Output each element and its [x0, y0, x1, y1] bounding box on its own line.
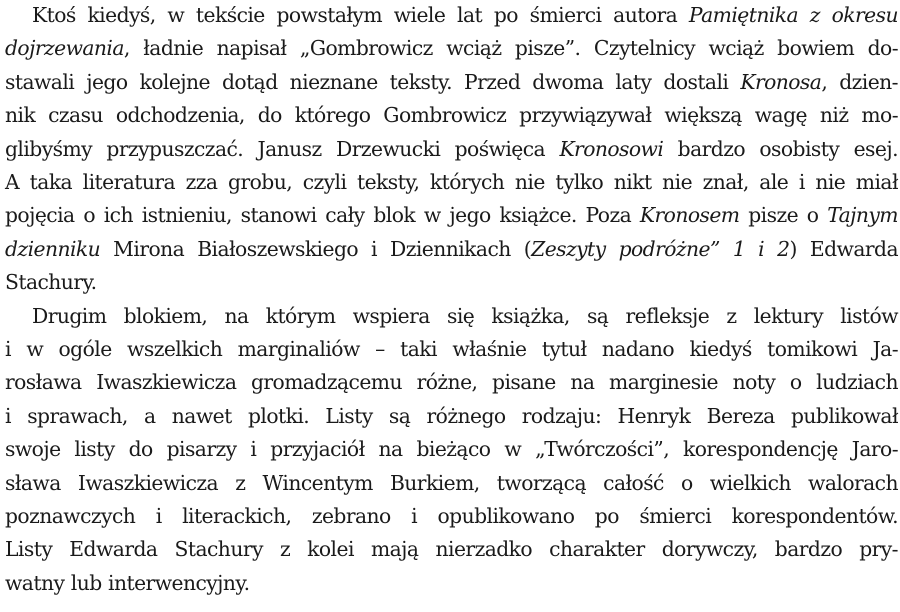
text-run: i sprawach, a nawet plotki. Listy są różnego rodzaju: Henryk Bereza publikował — [5, 403, 898, 428]
italic-text: Tajnym — [827, 203, 898, 228]
text-run: watny lub interwencyjny. — [5, 570, 250, 595]
text-run: nik czasu odchodzenia, do którego Gombrowicz przywiązywał większą wagę niż mo- — [5, 103, 898, 128]
text-run: bardzo osobisty esej. — [663, 136, 898, 161]
text-line — [5, 233, 898, 265]
text-line — [5, 66, 898, 98]
text-line — [5, 99, 898, 131]
text-line — [5, 400, 898, 432]
text-line — [5, 199, 898, 231]
text-run: poznawczych i literackich, zebrano i opublikowano po śmierci korespondentów. — [5, 504, 898, 528]
italic-text: dojrzewania — [5, 36, 124, 61]
text-run: A taka literatura zza grobu, czyli teksty, których nie tylko nikt nie znał, ale i nie miał — [5, 170, 898, 194]
text-run: swoje listy do pisarzy i przyjaciół na bieżąco w „Twórczości”, korespondencję Jaro- — [5, 437, 898, 462]
text-line — [5, 467, 898, 499]
text-run: pisze o — [739, 203, 828, 228]
text-run: rosława Iwaszkiewicza gromadzącemu różne, pisane na marginesie noty o ludziach — [5, 370, 898, 395]
text-run: , ładnie napisał „Gombrowicz wciąż pisze”. Czytelnicy wciąż bowiem do- — [123, 36, 898, 61]
text-run: pojęcia o ich istnieniu, stanowi cały blok w jego książce. Poza — [5, 203, 640, 228]
text-run: ) Edwarda — [789, 236, 898, 261]
text-run: stawali jego kolejne dotąd nieznane teksty. Przed dwoma laty dostali — [5, 69, 741, 94]
text-line — [5, 266, 97, 298]
text-run: Mirona Białoszewskiego i Dziennikach ( — [100, 236, 532, 261]
text-run: i w ogóle wszelkich marginaliów – taki właśnie tytuł nadano kiedyś tomikowi Ja- — [5, 337, 898, 361]
italic-text: Pamiętnika z okresu — [688, 3, 898, 27]
text-run: , dzien- — [821, 69, 898, 94]
text-line — [5, 567, 250, 599]
text-run: Listy Edwarda Stachury z kolei mają nierzadko charakter dorywczy, bardzo pry- — [5, 537, 898, 562]
text-line — [5, 500, 898, 532]
italic-text: dzienniku — [5, 236, 101, 261]
text-line — [32, 300, 898, 332]
text-line — [5, 32, 898, 64]
text-line — [5, 166, 898, 198]
text-line — [5, 433, 898, 465]
text-line — [5, 133, 898, 165]
italic-text: Kronosowi — [559, 136, 664, 161]
text-line — [5, 366, 898, 398]
italic-text: Kronosa — [740, 69, 822, 94]
text-run: Drugim blokiem, na którym wspiera się książka, są refleksje z lektury listów — [32, 303, 898, 328]
text-run: Stachury. — [5, 270, 97, 295]
text-line — [32, 0, 898, 31]
text-run: sława Iwaszkiewicza z Wincentym Burkiem, tworzącą całość o wielkich walorach — [5, 470, 898, 495]
text-line — [5, 333, 898, 365]
italic-text: Kronosem — [639, 203, 740, 228]
text-line — [5, 533, 898, 565]
italic-text: Zeszyty podróżne” 1 i 2 — [531, 236, 790, 261]
text-run: Ktoś kiedyś, w tekście powstałym wiele lat po śmierci autora — [32, 3, 689, 27]
text-run: glibyśmy przypuszczać. Janusz Drzewucki poświęca — [5, 136, 560, 161]
